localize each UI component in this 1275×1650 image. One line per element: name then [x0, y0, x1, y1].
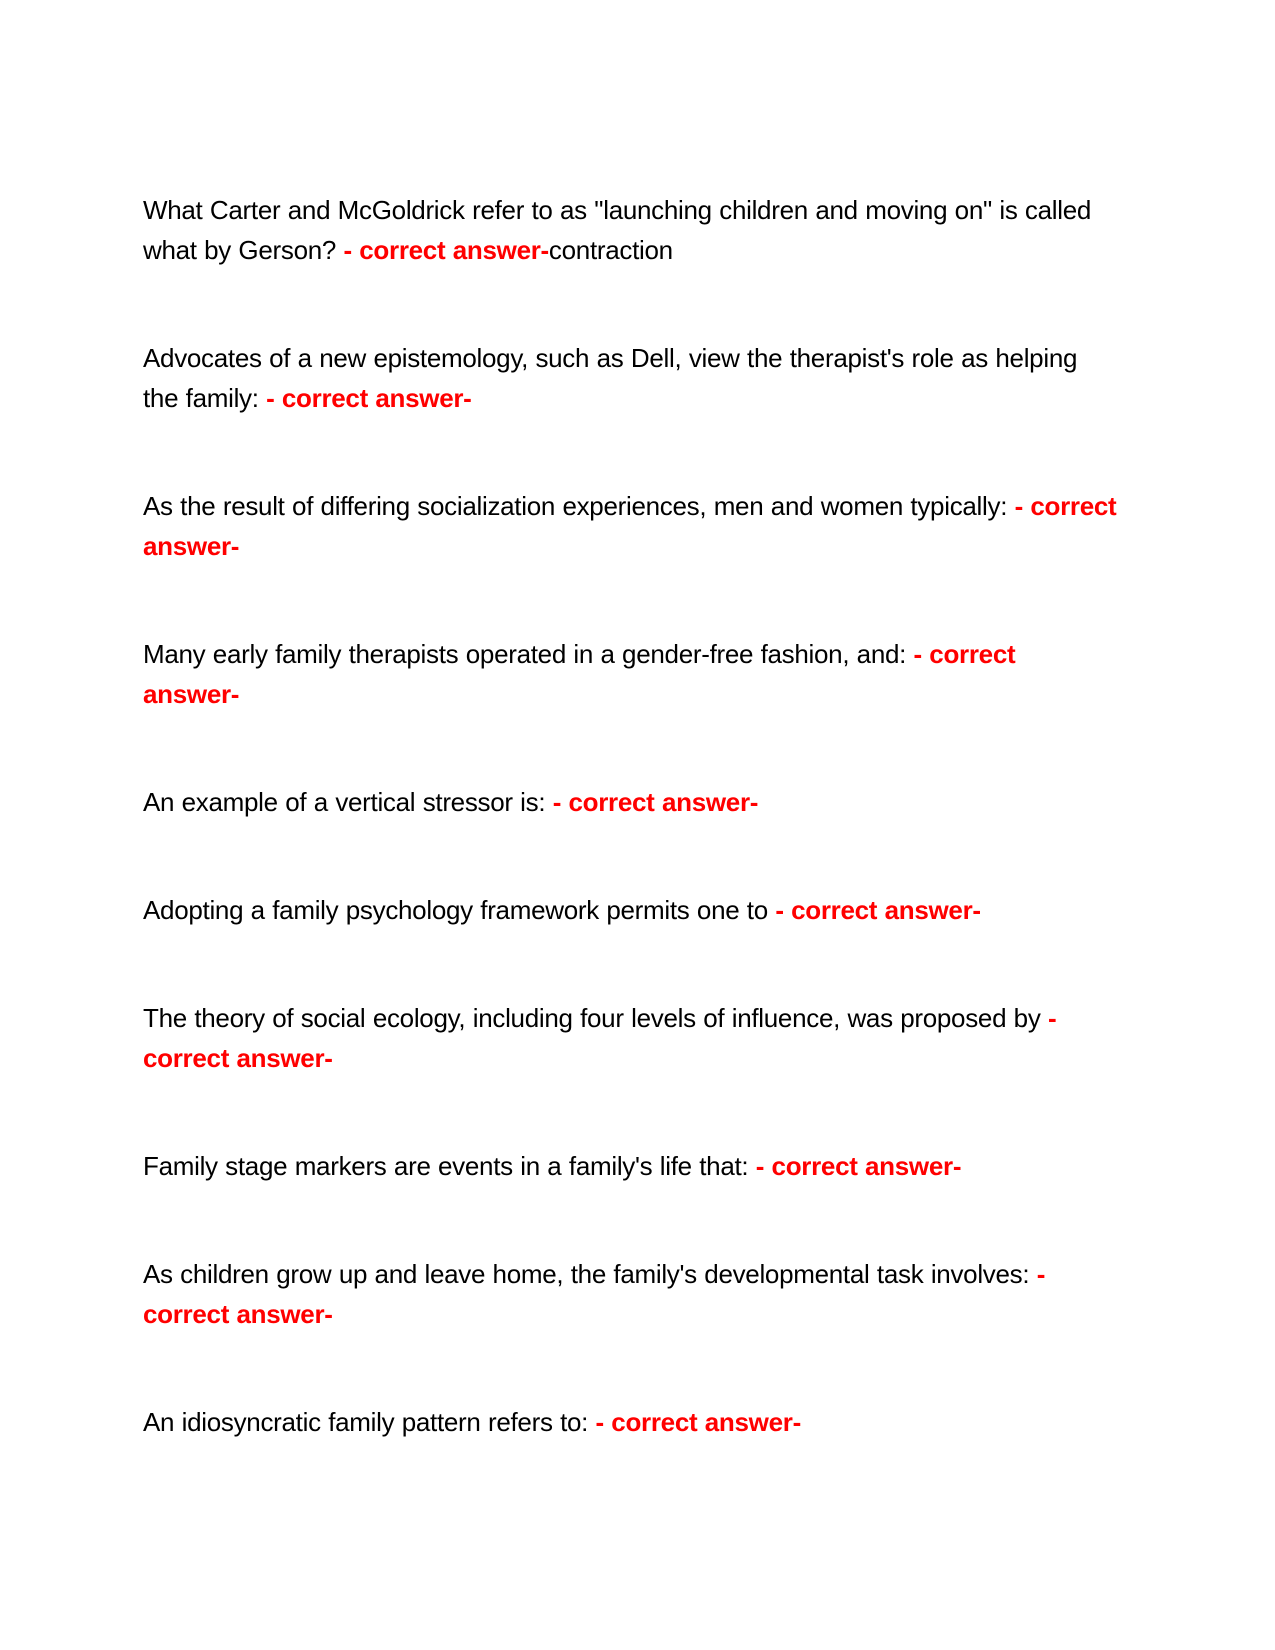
question-text: An example of a vertical stressor is:	[143, 787, 553, 817]
question-text: Advocates of a new epistemology, such as Dell, view the therapist's role as helping the family:	[143, 343, 1078, 413]
question-text: Many early family therapists operated in a gender-free fashion, and:	[143, 639, 914, 669]
question-paragraph	[143, 782, 1118, 822]
question-paragraph	[143, 634, 1118, 714]
document-content	[143, 190, 1118, 1510]
question-text: As children grow up and leave home, the family's developmental task involves:	[143, 1259, 1037, 1289]
correct-answer-label: - correct answer-	[595, 1407, 801, 1437]
correct-answer-label: - correct answer-	[775, 895, 981, 925]
question-paragraph	[143, 1402, 1118, 1442]
question-text: An idiosyncratic family pattern refers to:	[143, 1407, 596, 1437]
correct-answer-label: - correct answer-	[343, 235, 549, 265]
correct-answer-label: - correct answer-	[552, 787, 759, 817]
correct-answer-label: - correct answer-	[143, 639, 1016, 709]
question-paragraph	[143, 890, 1118, 930]
question-text: As the result of differing socialization experiences, men and women typically:	[143, 491, 1015, 521]
question-paragraph	[143, 486, 1118, 566]
question-paragraph	[143, 1254, 1118, 1334]
question-text: What Carter and McGoldrick refer to as "launching children and moving on" is called what by Gerson?	[143, 195, 1092, 265]
correct-answer-label: - correct answer-	[755, 1151, 962, 1181]
question-paragraph	[143, 1146, 1118, 1186]
question-paragraph	[143, 190, 1118, 270]
correct-answer-label: - correct answer-	[266, 383, 472, 413]
question-paragraph	[143, 338, 1118, 418]
correct-answer-label: - correct answer-	[143, 1259, 1046, 1329]
question-text: Family stage markers are events in a family's life that:	[143, 1151, 756, 1181]
answer-text: contraction	[548, 235, 673, 265]
question-paragraph	[143, 998, 1118, 1078]
question-text: Adopting a family psychology framework permits one to	[143, 895, 776, 925]
correct-answer-label: - correct answer-	[143, 1003, 1057, 1073]
correct-answer-label: - correct answer-	[143, 491, 1117, 561]
question-text: The theory of social ecology, including four levels of influence, was proposed by	[143, 1003, 1048, 1033]
